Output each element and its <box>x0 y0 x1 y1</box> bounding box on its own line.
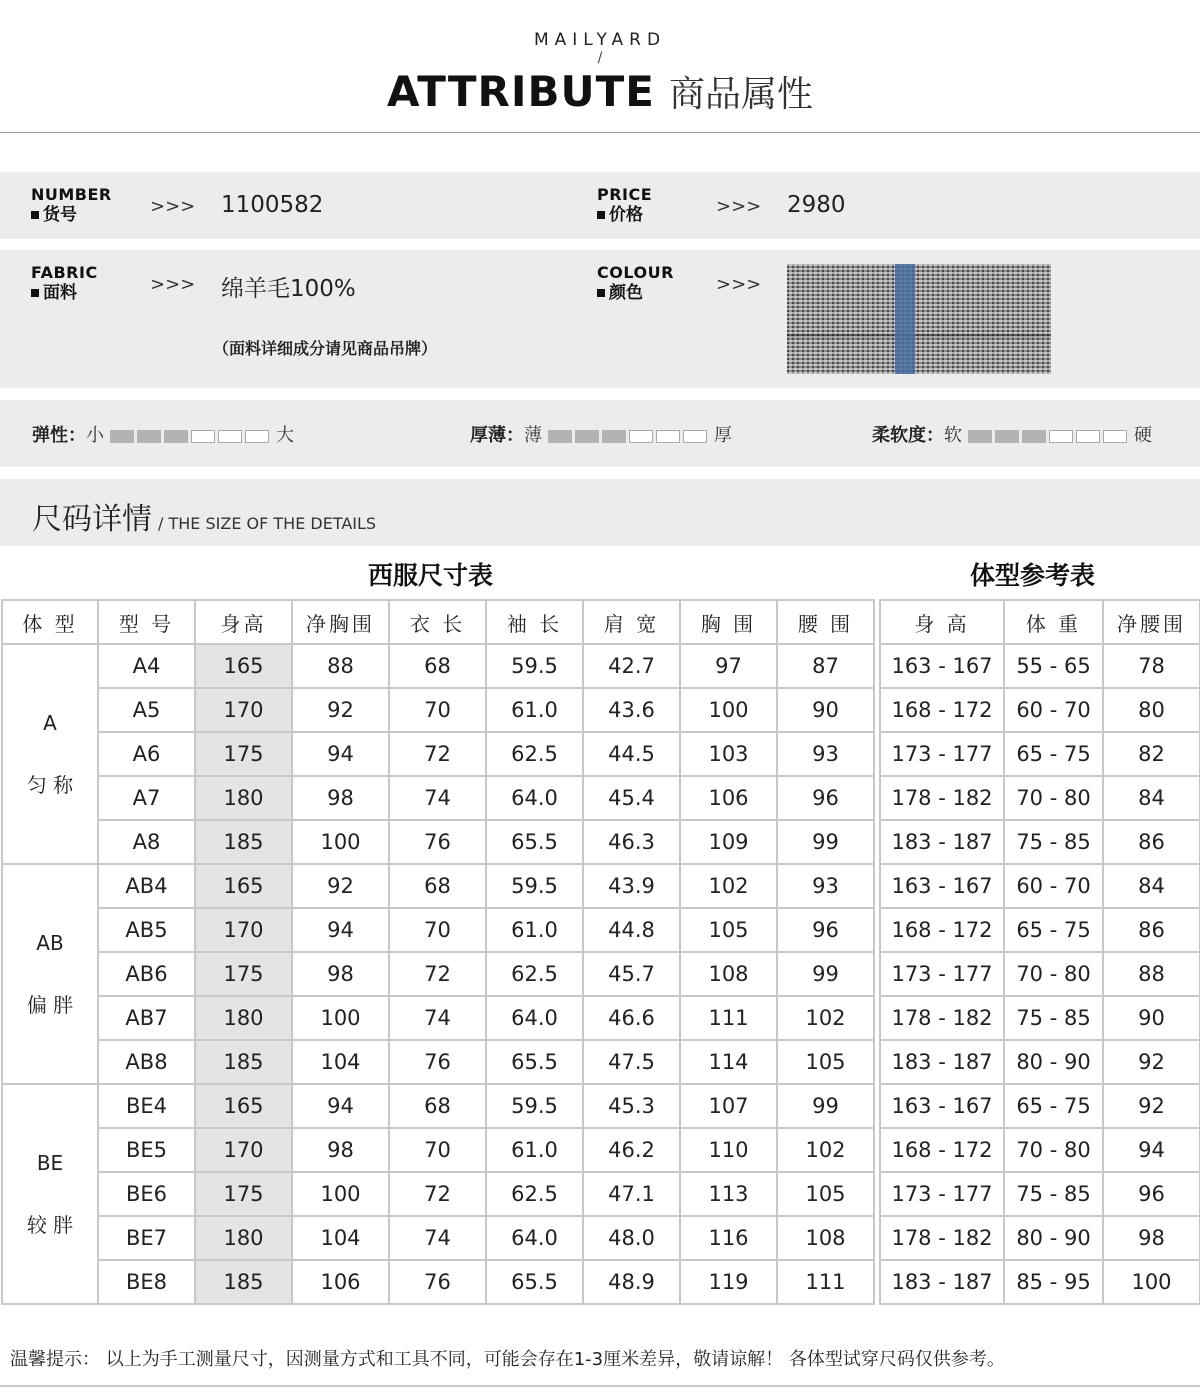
column-header: 身 高 <box>880 600 1004 644</box>
colour-label-cn: 颜色 <box>597 283 674 304</box>
table-row <box>880 644 1200 688</box>
table-row <box>2 1260 874 1304</box>
scale-1 <box>470 421 732 447</box>
table-cell: 170 <box>195 688 292 732</box>
table-cell: 62.5 <box>486 732 583 776</box>
scale-box <box>629 430 653 443</box>
page-title-cn: 商品属性 <box>668 74 813 115</box>
table-row <box>2 776 874 820</box>
scale-box <box>968 430 992 443</box>
scale-box <box>575 430 599 443</box>
scale-box <box>110 430 134 443</box>
table-cell: A7 <box>98 776 195 820</box>
scale-high: 大 <box>276 425 294 446</box>
scale-box <box>995 430 1019 443</box>
table-cell: 98 <box>1103 1216 1200 1260</box>
table-cell: 100 <box>292 1172 389 1216</box>
scale-meter <box>968 425 1130 446</box>
scale-label: 厚薄： <box>470 425 524 446</box>
brand-divider: / <box>597 50 603 66</box>
table-cell: A6 <box>98 732 195 776</box>
table-cell: 97 <box>680 644 777 688</box>
number-label <box>31 184 112 226</box>
table-cell: 105 <box>680 908 777 952</box>
table-cell: 88 <box>1103 952 1200 996</box>
table-cell: 76 <box>389 1260 486 1304</box>
table-row <box>2 864 874 908</box>
fabric-swatch-image <box>787 264 1051 374</box>
arrows-icon: >>> <box>150 196 196 217</box>
table-cell: 99 <box>777 820 874 864</box>
table-cell: 111 <box>680 996 777 1040</box>
body-type-cell <box>2 864 98 1084</box>
table-cell: 88 <box>292 644 389 688</box>
fabric-label-en: FABRIC <box>31 263 98 282</box>
table-cell: 61.0 <box>486 908 583 952</box>
price-value: 2980 <box>787 192 846 218</box>
table-cell: 92 <box>292 688 389 732</box>
scale-box <box>137 430 161 443</box>
scale-high: 厚 <box>714 425 732 446</box>
scale-label: 弹性： <box>32 425 86 446</box>
number-value: 1100582 <box>221 192 324 218</box>
column-header: 腰 围 <box>777 600 874 644</box>
scale-box <box>548 430 572 443</box>
table-cell: 64.0 <box>486 996 583 1040</box>
table-cell: 59.5 <box>486 1084 583 1128</box>
table-cell: 65 - 75 <box>1004 908 1103 952</box>
table-row <box>880 1172 1200 1216</box>
table-cell: 98 <box>292 1128 389 1172</box>
table-cell: 80 <box>1103 688 1200 732</box>
table-cell: 74 <box>389 996 486 1040</box>
table-cell: 92 <box>292 864 389 908</box>
table-cell: 93 <box>777 864 874 908</box>
table-cell: 68 <box>389 864 486 908</box>
table-cell: 70 - 80 <box>1004 952 1103 996</box>
table-cell: 98 <box>292 952 389 996</box>
table-cell: 85 - 95 <box>1004 1260 1103 1304</box>
table-cell: 99 <box>777 952 874 996</box>
table-cell: 100 <box>292 996 389 1040</box>
table-cell: 74 <box>389 1216 486 1260</box>
column-header: 衣 长 <box>389 600 486 644</box>
body-type-code: AB <box>36 931 64 955</box>
column-header: 型 号 <box>98 600 195 644</box>
table-cell: 76 <box>389 820 486 864</box>
table-cell: 183 - 187 <box>880 820 1004 864</box>
table-cell: 46.2 <box>583 1128 680 1172</box>
table-cell: 75 - 85 <box>1004 1172 1103 1216</box>
table-cell: 165 <box>195 1084 292 1128</box>
table-cell: 165 <box>195 864 292 908</box>
table-cell: 104 <box>292 1040 389 1084</box>
table-cell: 72 <box>389 1172 486 1216</box>
table-cell: 96 <box>777 908 874 952</box>
table-cell: 104 <box>292 1216 389 1260</box>
table-cell: 78 <box>1103 644 1200 688</box>
table-cell: 48.9 <box>583 1260 680 1304</box>
table-cell: 94 <box>1103 1128 1200 1172</box>
table-cell: 90 <box>1103 996 1200 1040</box>
table-cell: 59.5 <box>486 864 583 908</box>
body-type-name: 较 胖 <box>26 1213 74 1237</box>
footer-divider <box>0 1385 1200 1387</box>
fabric-note: （面料详细成分请见商品吊牌） <box>213 339 438 358</box>
table-cell: 119 <box>680 1260 777 1304</box>
size-section-title <box>32 494 376 538</box>
table-cell: 47.5 <box>583 1040 680 1084</box>
table-cell: 163 - 167 <box>880 1084 1004 1128</box>
table-cell: 80 - 90 <box>1004 1216 1103 1260</box>
table-cell: 173 - 177 <box>880 732 1004 776</box>
table-cell: 173 - 177 <box>880 1172 1004 1216</box>
table-cell: BE7 <box>98 1216 195 1260</box>
table-cell: 47.1 <box>583 1172 680 1216</box>
table-row <box>880 732 1200 776</box>
table-cell: 165 <box>195 644 292 688</box>
table-cell: 45.3 <box>583 1084 680 1128</box>
table-cell: 98 <box>292 776 389 820</box>
table-cell: 108 <box>777 1216 874 1260</box>
scale-box <box>218 430 242 443</box>
table-cell: 100 <box>1103 1260 1200 1304</box>
table-cell: 55 - 65 <box>1004 644 1103 688</box>
table-row <box>880 996 1200 1040</box>
table-cell: 185 <box>195 1040 292 1084</box>
table-cell: 103 <box>680 732 777 776</box>
table-row <box>2 732 874 776</box>
table-cell: 92 <box>1103 1040 1200 1084</box>
table-cell: BE4 <box>98 1084 195 1128</box>
size-title-cn: 尺码详情 <box>32 502 152 537</box>
table-cell: 102 <box>777 996 874 1040</box>
suit-size-table <box>1 599 875 1305</box>
table-cell: 86 <box>1103 820 1200 864</box>
table-cell: 44.8 <box>583 908 680 952</box>
table-row <box>880 908 1200 952</box>
table-cell: 74 <box>389 776 486 820</box>
table-cell: 61.0 <box>486 1128 583 1172</box>
table-cell: 180 <box>195 996 292 1040</box>
table-cell: 163 - 167 <box>880 864 1004 908</box>
table-cell: 163 - 167 <box>880 644 1004 688</box>
table-cell: 48.0 <box>583 1216 680 1260</box>
table-cell: A5 <box>98 688 195 732</box>
table-cell: 99 <box>777 1084 874 1128</box>
table-cell: 75 - 85 <box>1004 996 1103 1040</box>
table-cell: 168 - 172 <box>880 1128 1004 1172</box>
table-row <box>880 1128 1200 1172</box>
table-row <box>2 688 874 732</box>
table-row <box>880 820 1200 864</box>
table-cell: 183 - 187 <box>880 1040 1004 1084</box>
table-header-row <box>2 600 874 644</box>
table-cell: 70 <box>389 1128 486 1172</box>
table-cell: 76 <box>389 1040 486 1084</box>
table-cell: 82 <box>1103 732 1200 776</box>
table-cell: 102 <box>777 1128 874 1172</box>
price-label-cn: 价格 <box>597 205 652 226</box>
table-cell: 108 <box>680 952 777 996</box>
column-header: 肩 宽 <box>583 600 680 644</box>
table-cell: 80 - 90 <box>1004 1040 1103 1084</box>
scale-box <box>1076 430 1100 443</box>
table-cell: 61.0 <box>486 688 583 732</box>
table-cell: 84 <box>1103 776 1200 820</box>
scale-0 <box>32 421 294 447</box>
table-cell: 44.5 <box>583 732 680 776</box>
suit-table-title: 西服尺寸表 <box>368 561 494 590</box>
colour-label <box>597 262 674 304</box>
table-cell: A8 <box>98 820 195 864</box>
scale-box <box>1103 430 1127 443</box>
table-cell: 65.5 <box>486 820 583 864</box>
column-header: 体 型 <box>2 600 98 644</box>
table-cell: BE5 <box>98 1128 195 1172</box>
table-cell: 114 <box>680 1040 777 1084</box>
column-header: 身高 <box>195 600 292 644</box>
fabric-label <box>31 262 98 304</box>
scale-box <box>245 430 269 443</box>
body-type-name: 偏 胖 <box>26 993 74 1017</box>
table-cell: 70 - 80 <box>1004 776 1103 820</box>
scale-meter <box>110 425 272 446</box>
page-title <box>0 66 1200 117</box>
table-cell: 68 <box>389 644 486 688</box>
price-label-en: PRICE <box>597 185 653 204</box>
page-title-en: ATTRIBUTE <box>387 67 655 116</box>
table-cell: 62.5 <box>486 1172 583 1216</box>
table-cell: 178 - 182 <box>880 996 1004 1040</box>
table-cell: 111 <box>777 1260 874 1304</box>
table-cell: 45.4 <box>583 776 680 820</box>
table-cell: 43.6 <box>583 688 680 732</box>
scale-box <box>656 430 680 443</box>
table-header-row <box>880 600 1200 644</box>
table-cell: 170 <box>195 908 292 952</box>
table-cell: 168 - 172 <box>880 908 1004 952</box>
table-cell: 113 <box>680 1172 777 1216</box>
table-cell: 175 <box>195 1172 292 1216</box>
table-cell: 60 - 70 <box>1004 864 1103 908</box>
table-row <box>880 864 1200 908</box>
table-cell: 170 <box>195 1128 292 1172</box>
table-cell: 59.5 <box>486 644 583 688</box>
table-cell: 173 - 177 <box>880 952 1004 996</box>
table-row <box>2 1172 874 1216</box>
body-type-cell <box>2 644 98 864</box>
size-title-en: / THE SIZE OF THE DETAILS <box>158 514 377 533</box>
table-row <box>880 776 1200 820</box>
table-row <box>880 952 1200 996</box>
scale-box <box>683 430 707 443</box>
scale-box <box>1049 430 1073 443</box>
table-cell: 45.7 <box>583 952 680 996</box>
body-reference-table <box>879 599 1200 1305</box>
table-cell: 105 <box>777 1172 874 1216</box>
table-cell: 72 <box>389 732 486 776</box>
column-header: 净胸围 <box>292 600 389 644</box>
table-row <box>2 1040 874 1084</box>
table-cell: 107 <box>680 1084 777 1128</box>
table-cell: AB7 <box>98 996 195 1040</box>
table-cell: AB5 <box>98 908 195 952</box>
page-header <box>0 0 1200 133</box>
table-cell: 110 <box>680 1128 777 1172</box>
table-row <box>2 952 874 996</box>
table-cell: 46.6 <box>583 996 680 1040</box>
arrows-icon: >>> <box>716 196 762 217</box>
table-row <box>2 996 874 1040</box>
table-row <box>2 644 874 688</box>
fabric-value: 绵羊毛100% <box>221 276 356 302</box>
scale-box <box>1022 430 1046 443</box>
table-cell: 106 <box>292 1260 389 1304</box>
table-cell: 70 <box>389 908 486 952</box>
body-type-name: 匀 称 <box>26 773 74 797</box>
table-cell: 105 <box>777 1040 874 1084</box>
table-row <box>2 820 874 864</box>
table-cell: 100 <box>680 688 777 732</box>
fabric-label-cn: 面料 <box>31 283 98 304</box>
table-cell: 116 <box>680 1216 777 1260</box>
table-row <box>880 1260 1200 1304</box>
table-cell: 106 <box>680 776 777 820</box>
table-cell: 65 - 75 <box>1004 732 1103 776</box>
table-cell: 43.9 <box>583 864 680 908</box>
table-cell: 175 <box>195 732 292 776</box>
table-cell: 70 - 80 <box>1004 1128 1103 1172</box>
scale-low: 小 <box>86 425 104 446</box>
table-cell: 65 - 75 <box>1004 1084 1103 1128</box>
price-label <box>597 184 652 226</box>
table-cell: 65.5 <box>486 1040 583 1084</box>
table-cell: 65.5 <box>486 1260 583 1304</box>
body-type-cell <box>2 1084 98 1304</box>
table-cell: A4 <box>98 644 195 688</box>
table-cell: 185 <box>195 1260 292 1304</box>
table-cell: 168 - 172 <box>880 688 1004 732</box>
table-cell: 60 - 70 <box>1004 688 1103 732</box>
table-row <box>880 688 1200 732</box>
table-row <box>880 1216 1200 1260</box>
scale-box <box>164 430 188 443</box>
scale-high: 硬 <box>1134 425 1152 446</box>
table-cell: AB6 <box>98 952 195 996</box>
table-cell: 84 <box>1103 864 1200 908</box>
table-row <box>880 1040 1200 1084</box>
scale-box <box>602 430 626 443</box>
column-header: 净腰围 <box>1103 600 1200 644</box>
scale-meter <box>548 425 710 446</box>
table-cell: 75 - 85 <box>1004 820 1103 864</box>
table-cell: 64.0 <box>486 776 583 820</box>
table-cell: 100 <box>292 820 389 864</box>
table-cell: 109 <box>680 820 777 864</box>
table-row <box>2 1216 874 1260</box>
scale-low: 薄 <box>524 425 542 446</box>
table-cell: BE6 <box>98 1172 195 1216</box>
body-type-code: BE <box>36 1151 64 1175</box>
column-header: 胸 围 <box>680 600 777 644</box>
colour-label-en: COLOUR <box>597 263 674 282</box>
table-row <box>2 1128 874 1172</box>
body-table-title: 体型参考表 <box>970 561 1096 590</box>
table-cell: 180 <box>195 776 292 820</box>
scale-low: 软 <box>944 425 962 446</box>
table-cell: 93 <box>777 732 874 776</box>
table-cell: AB4 <box>98 864 195 908</box>
column-header: 体 重 <box>1004 600 1103 644</box>
footer-tip: 温馨提示： 以上为手工测量尺寸，因测量方式和工具不同，可能会存在1-3厘米差异，敬请谅解！ 各体型试穿尺码仅供参考。 <box>10 1349 1005 1370</box>
table-cell: 180 <box>195 1216 292 1260</box>
table-cell: 94 <box>292 1084 389 1128</box>
table-cell: 64.0 <box>486 1216 583 1260</box>
table-cell: 178 - 182 <box>880 776 1004 820</box>
table-cell: 94 <box>292 908 389 952</box>
number-label-en: NUMBER <box>31 185 112 204</box>
scale-box <box>191 430 215 443</box>
table-cell: 175 <box>195 952 292 996</box>
table-cell: AB8 <box>98 1040 195 1084</box>
brand-name: MAILYARD <box>533 30 667 50</box>
arrows-icon: >>> <box>150 274 196 295</box>
body-type-code: A <box>43 711 57 735</box>
table-row <box>2 908 874 952</box>
table-cell: 102 <box>680 864 777 908</box>
table-cell: 87 <box>777 644 874 688</box>
table-cell: 70 <box>389 688 486 732</box>
table-cell: 72 <box>389 952 486 996</box>
table-cell: 183 - 187 <box>880 1260 1004 1304</box>
table-cell: 94 <box>292 732 389 776</box>
table-cell: 90 <box>777 688 874 732</box>
number-label-cn: 货号 <box>31 205 112 226</box>
table-cell: BE8 <box>98 1260 195 1304</box>
table-cell: 185 <box>195 820 292 864</box>
table-cell: 92 <box>1103 1084 1200 1128</box>
table-row <box>880 1084 1200 1128</box>
table-cell: 96 <box>777 776 874 820</box>
table-cell: 42.7 <box>583 644 680 688</box>
table-cell: 46.3 <box>583 820 680 864</box>
table-cell: 96 <box>1103 1172 1200 1216</box>
table-cell: 86 <box>1103 908 1200 952</box>
scale-2 <box>872 421 1152 447</box>
column-header: 袖 长 <box>486 600 583 644</box>
scale-label: 柔软度： <box>872 425 944 446</box>
table-cell: 178 - 182 <box>880 1216 1004 1260</box>
table-cell: 68 <box>389 1084 486 1128</box>
table-row <box>2 1084 874 1128</box>
arrows-icon: >>> <box>716 274 762 295</box>
table-cell: 62.5 <box>486 952 583 996</box>
